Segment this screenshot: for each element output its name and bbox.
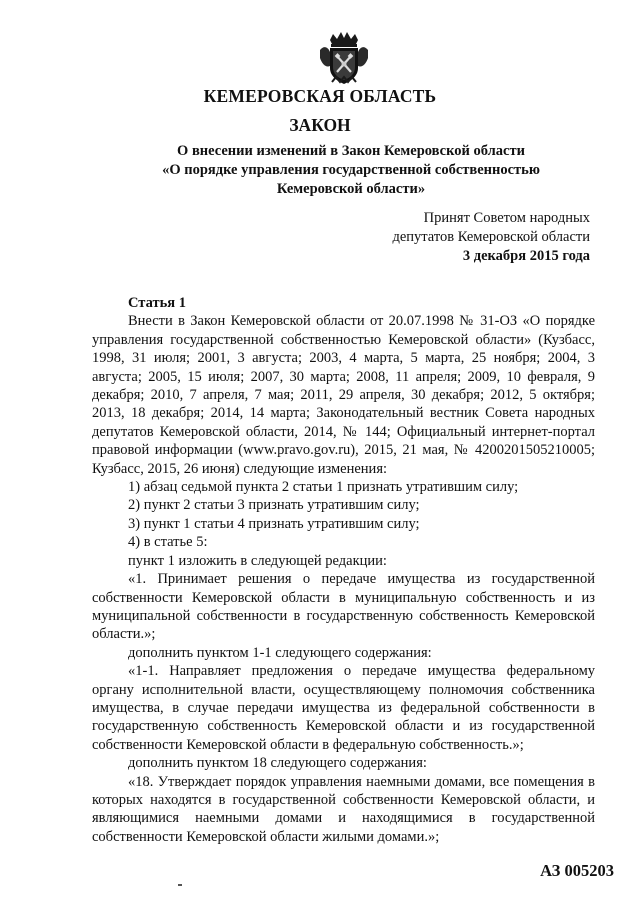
list-item: 1) абзац седьмой пункта 2 статьи 1 признать утратившим силу; [128, 479, 519, 496]
document-type-heading: ЗАКОН [289, 115, 351, 135]
coat-of-arms-icon [316, 30, 372, 86]
law-title [96, 142, 606, 199]
law-title-line: О внесении изменений в Закон Кемеровской области [177, 143, 525, 159]
law-title-line: «О порядке управления государственной собственностью [162, 162, 540, 178]
list-item: 2) пункт 2 статьи 3 признать утратившим силу; [128, 497, 420, 514]
amendment-text: «1-1. Направляет предложения о передаче имущества федеральному органу исполнительной власти, осуществляющему полномочия собственника имущества, в случае передачи имущества из федеральной собственности в государственную собственность Кемеровской области и из государственной собственности Кемеровской области в федеральную собственность.»; [92, 663, 595, 753]
amendment-intro: пункт 1 изложить в следующей редакции: [128, 552, 387, 569]
adoption-line: Принят Советом народных [423, 210, 590, 226]
list-item: 4) в статье 5: [128, 534, 208, 551]
article-body [92, 294, 595, 846]
list-item: 3) пункт 1 статьи 4 признать утратившим силу; [128, 515, 420, 532]
amendment-intro: дополнить пунктом 18 следующего содержания: [128, 755, 427, 772]
scan-artifact [178, 884, 182, 886]
article-heading: Статья 1 [128, 295, 186, 311]
region-heading: КЕМЕРОВСКАЯ ОБЛАСТЬ [203, 86, 437, 106]
adoption-date: 3 декабря 2015 года [462, 248, 590, 264]
serial-number: АЗ 005203 [540, 861, 614, 880]
adoption-block [290, 209, 590, 266]
amendment-text: «18. Утверждает порядок управления наемными домами, все помещения в которых находятся в государственной собственности Кемеровской области, и являющимися наемными домами и находящимися в государственной собственности Кемеровской области жилыми домами.»; [92, 773, 595, 845]
article-intro: Внести в Закон Кемеровской области от 20.07.1998 № 31-ОЗ «О порядке управления государственной собственностью Кемеровской области» (Кузбасс, 1998, 31 июля; 2001, 3 августа; 2003, 4 марта, 5 марта, 25 ноября; 2004, 3 августа; 2005, 15 июля; 2007, 30 марта; 2008, 11 апреля; 2009, 10 февраля, 9 декабря; 2010, 7 апреля, 7 мая; 2011, 29 апреля, 30 декабря; 2012, 5 октября; 2013, 18 декабря; 2014, 14 марта; Законодательный вестник Совета народных депутатов Кемеровской области, 2014, № 144; Официальный интернет-портал правовой информации (www.pravo.gov.ru), 2015, 21 мая, № 4200201505210005; Кузбасс, 2015, 26 июня) следующие изменения: [92, 313, 595, 477]
law-title-line: Кемеровской области» [276, 181, 426, 197]
amendment-intro: дополнить пунктом 1-1 следующего содержания: [128, 644, 432, 661]
adoption-line: депутатов Кемеровской области [392, 229, 590, 245]
amendment-text: «1. Принимает решения о передаче имущества из государственной собственности Кемеровской области в муниципальную собственность и из муниципальной собственности в государственную собственность Кемеровской области.»; [92, 571, 595, 643]
